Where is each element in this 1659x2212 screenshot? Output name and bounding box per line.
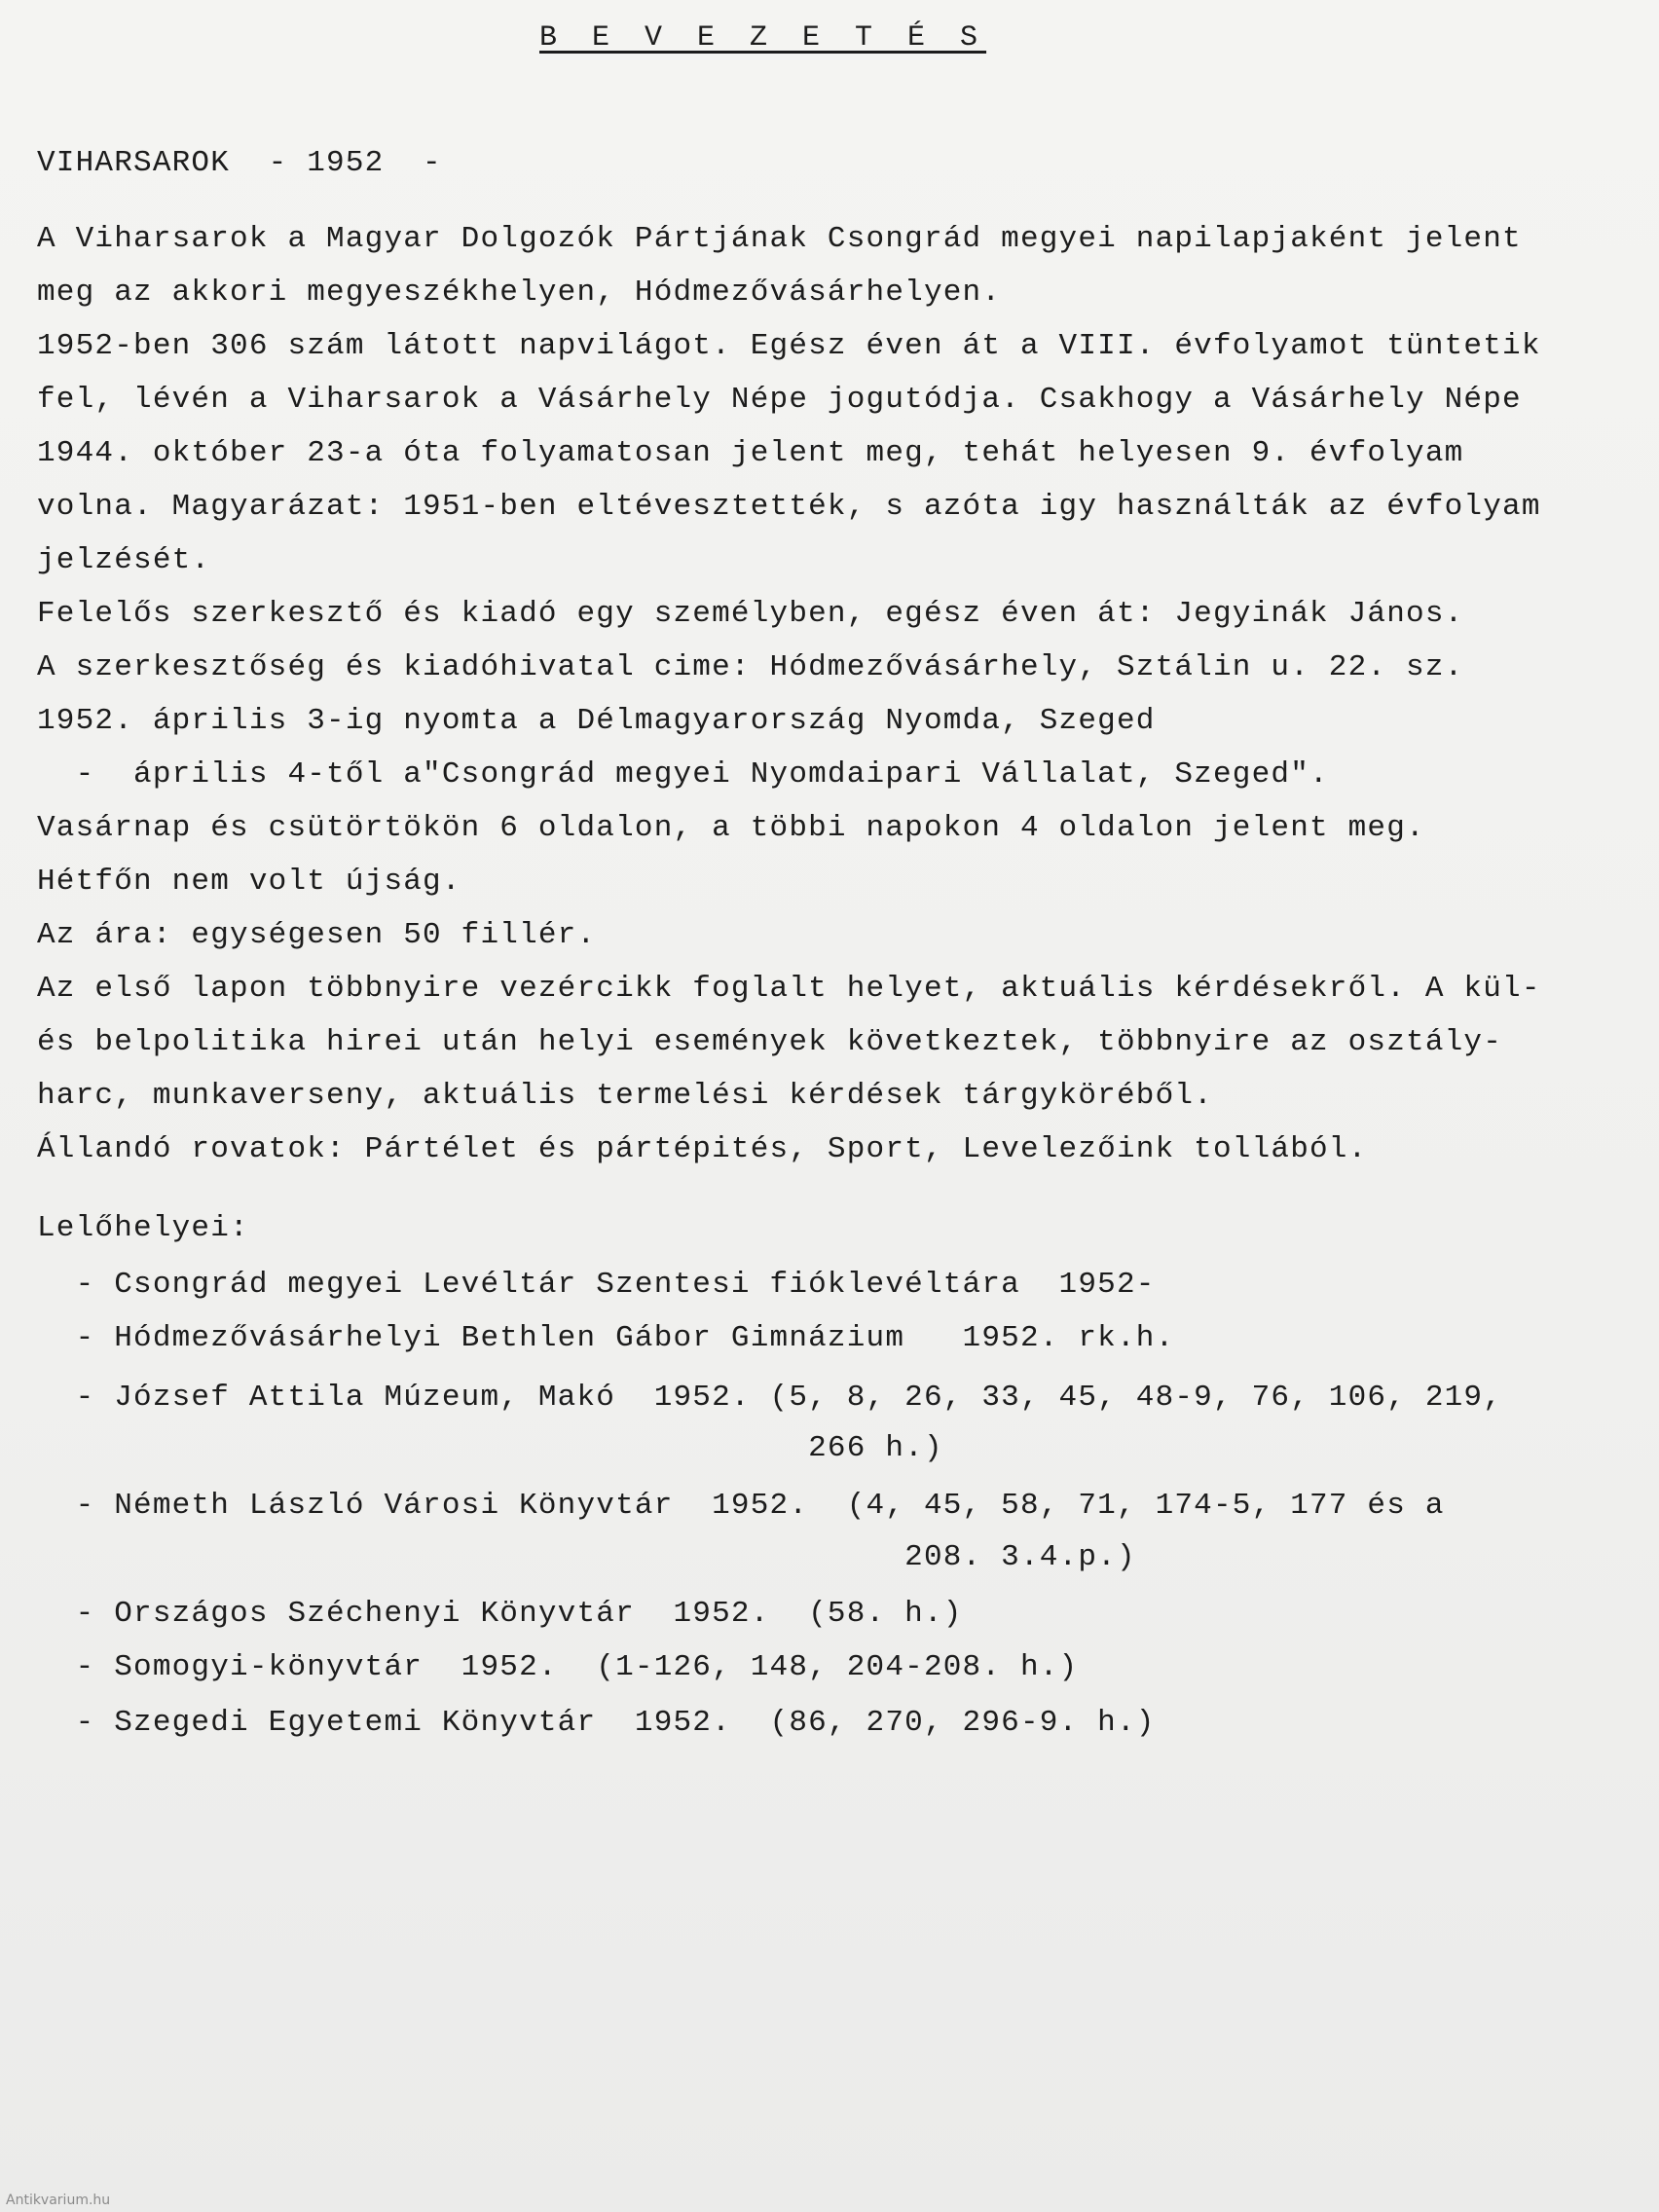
- location-item: - Szegedi Egyetemi Könyvtár 1952. (86, 270, 296-9. h.): [37, 1706, 1156, 1740]
- section-heading: VIHARSAROK - 1952 -: [37, 146, 442, 180]
- paragraph-line: és belpolitika hirei után helyi események következtek, többnyire az osztály-: [37, 1025, 1503, 1059]
- location-item-continuation: 208. 3.4.p.): [37, 1540, 1136, 1574]
- show-through-text: [545, 97, 563, 127]
- location-item-continuation: 266 h.): [37, 1431, 943, 1465]
- paragraph-line: Felelős szerkesztő és kiadó egy személyben, egész éven át: Jegyinák János.: [37, 597, 1464, 631]
- paragraph-line: harc, munkaverseny, aktuális termelési kérdések tárgyköréből.: [37, 1079, 1213, 1113]
- location-item: - József Attila Múzeum, Makó 1952. (5, 8, 26, 33, 45, 48-9, 76, 106, 219,: [37, 1381, 1503, 1415]
- location-item: - Németh László Városi Könyvtár 1952. (4, 45, 58, 71, 174-5, 177 és a: [37, 1489, 1445, 1523]
- location-item: - Hódmezővásárhelyi Bethlen Gábor Gimnázium 1952. rk.h.: [37, 1321, 1175, 1355]
- paragraph-line: volna. Magyarázat: 1951-ben eltévesztették, s azóta igy használták az évfolyam: [37, 490, 1541, 524]
- location-item: - Csongrád megyei Levéltár Szentesi fióklevéltára 1952-: [37, 1268, 1156, 1302]
- paragraph-line: 1944. október 23-a óta folyamatosan jelent meg, tehát helyesen 9. évfolyam: [37, 436, 1464, 470]
- locations-heading: Lelőhelyei:: [37, 1211, 249, 1245]
- location-item: - Országos Széchenyi Könyvtár 1952. (58. h.): [37, 1597, 963, 1631]
- paragraph-line: 1952. április 3-ig nyomta a Délmagyarország Nyomda, Szeged: [37, 704, 1156, 738]
- paragraph-line: - április 4-től a"Csongrád megyei Nyomdaipari Vállalat, Szeged".: [37, 757, 1329, 792]
- paragraph-line: Az ára: egységesen 50 fillér.: [37, 918, 597, 952]
- paragraph-line: Az első lapon többnyire vezércikk foglalt helyet, aktuális kérdésekről. A kül-: [37, 972, 1541, 1006]
- paragraph-line: 1952-ben 306 szám látott napvilágot. Egész éven át a VIII. évfolyamot tüntetik: [37, 329, 1541, 363]
- paragraph-line: A Viharsarok a Magyar Dolgozók Pártjának Csongrád megyei napilapjaként jelent: [37, 222, 1522, 256]
- watermark: Antikvarium.hu: [6, 2193, 111, 2208]
- document-title: B E V E Z E T É S: [539, 21, 987, 55]
- paragraph-line: Állandó rovatok: Pártélet és pártépités, Sport, Levelezőink tollából.: [37, 1132, 1368, 1166]
- location-item: - Somogyi-könyvtár 1952. (1-126, 148, 204-208. h.): [37, 1650, 1079, 1684]
- paragraph-line: jelzését.: [37, 543, 211, 577]
- paragraph-line: meg az akkori megyeszékhelyen, Hódmezővásárhelyen.: [37, 276, 1002, 310]
- paragraph-line: Hétfőn nem volt újság.: [37, 865, 461, 899]
- paragraph-line: A szerkesztőség és kiadóhivatal cime: Hódmezővásárhely, Sztálin u. 22. sz.: [37, 650, 1464, 684]
- paragraph-line: Vasárnap és csütörtökön 6 oldalon, a többi napokon 4 oldalon jelent meg.: [37, 811, 1425, 845]
- paragraph-line: fel, lévén a Viharsarok a Vásárhely Népe jogutódja. Csakhogy a Vásárhely Népe: [37, 383, 1522, 417]
